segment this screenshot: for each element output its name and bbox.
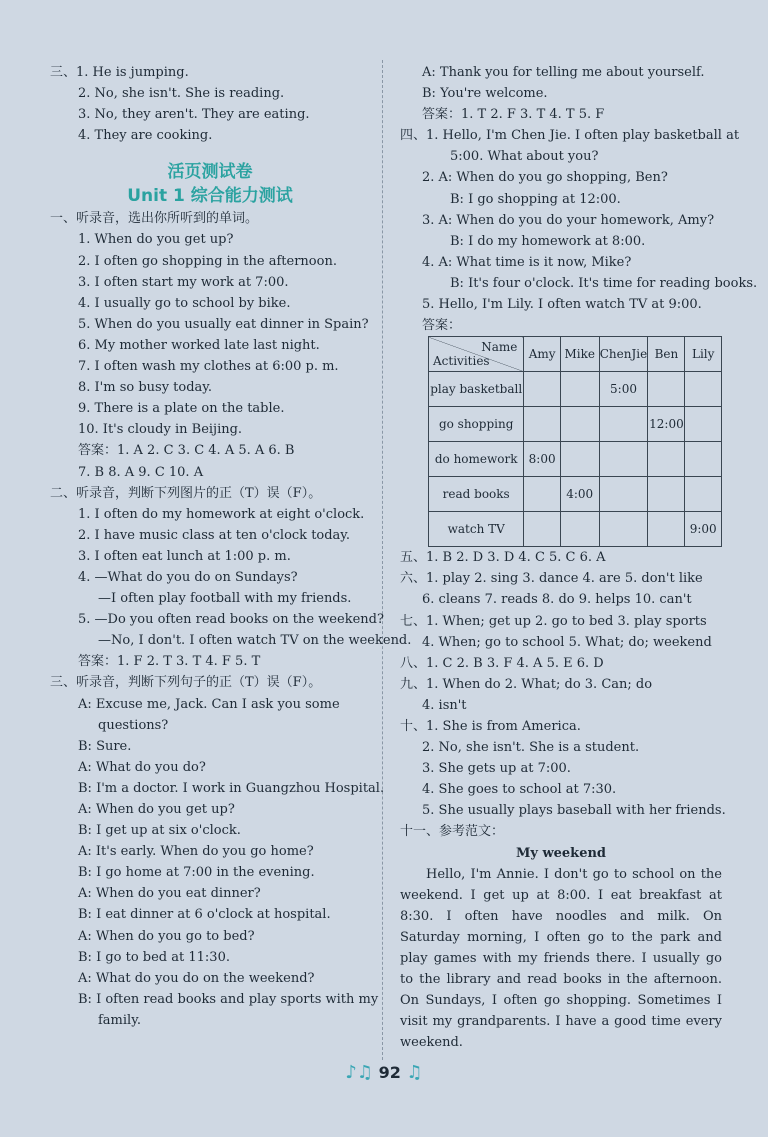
- music-note-icon: ♫: [406, 1062, 423, 1083]
- dialogue-line: B: I eat dinner at 6 o'clock at hospital.: [78, 907, 331, 923]
- answer-table: [428, 336, 722, 547]
- answer-line: 2. No, she isn't. She is a student.: [422, 740, 640, 756]
- answer-line: 4. When; go to school 5. What; do; weekend: [422, 634, 712, 650]
- table-cell: [599, 442, 648, 477]
- list-item: 3. I often start my work at 7:00.: [78, 274, 289, 290]
- section-heading: 四、1. Hello, I'm Chen Jie. I often play basketball at: [400, 128, 740, 144]
- table-row: [429, 512, 722, 547]
- answer-line: 答案：1. T 2. F 3. T 4. T 5. F: [422, 107, 605, 123]
- row-header: go shopping: [429, 407, 524, 442]
- table-cell: [560, 442, 599, 477]
- table-cell: [599, 477, 648, 512]
- list-item: 2. I have music class at ten o'clock today.: [78, 527, 351, 543]
- dialogue-line: A: When do you eat dinner?: [78, 886, 261, 902]
- table-cell: [560, 407, 599, 442]
- corner-name-label: Name: [481, 340, 518, 355]
- answer-line: 五、1. B 2. D 3. D 4. C 5. C 6. A: [400, 550, 606, 566]
- answer-line: 十、1. She is from America.: [400, 718, 581, 734]
- answer-line: 4. isn't: [422, 697, 467, 713]
- table-cell: [560, 512, 599, 547]
- list-item: 4. —What do you do on Sundays?: [78, 569, 298, 585]
- list-item: 3. I often eat lunch at 1:00 p. m.: [78, 548, 291, 564]
- table-row: [429, 372, 722, 407]
- test-title: 活页测试卷: [167, 162, 253, 183]
- table-cell: [648, 512, 685, 547]
- corner-activities-label: Activities: [433, 354, 490, 369]
- dialogue-line: B: Sure.: [78, 738, 132, 754]
- answer-label: 答案：: [422, 318, 462, 334]
- sec3a-line: 2. No, she isn't. She is reading.: [78, 86, 285, 102]
- list-item: 8. I'm so busy today.: [78, 380, 213, 396]
- list-item: 9. There is a plate on the table.: [78, 401, 285, 417]
- table-cell: [524, 407, 561, 442]
- essay-body: Hello, I'm Annie. I don't go to school on the weekend. I get up at 8:00. I eat breakfast at 8:30. I often have noodles and milk. On Saturday morning, I often go to the park and play games with my friends there. I usually go to the library and read books in the afternoon. On Sundays, I often go shopping. Sometimes I visit my grandparents. I have a good time every weekend.: [400, 866, 722, 1051]
- table-cell: [524, 512, 561, 547]
- list-item: —I often play football with my friends.: [98, 591, 352, 607]
- sec3a-line: 三、1. He is jumping.: [50, 65, 189, 80]
- dialogue-line: A: It's early. When do you go home?: [78, 844, 314, 860]
- list-item: 4. A: What time is it now, Mike?: [422, 254, 632, 270]
- answer-line: 九、1. When do 2. What; do 3. Can; do: [400, 676, 653, 692]
- essay-title: My weekend: [515, 845, 607, 861]
- dialogue-line: B: I often read books and play sports with my: [78, 991, 379, 1007]
- table-cell: 9:00: [685, 512, 722, 547]
- list-item: 5:00. What about you?: [450, 149, 599, 165]
- unit-title: Unit 1 综合能力测试: [127, 186, 293, 207]
- music-note-icon: ♪♫: [345, 1062, 374, 1083]
- dialogue-line: questions?: [98, 717, 169, 733]
- table-cell: [685, 442, 722, 477]
- dialogue-line: B: I'm a doctor. I work in Guangzhou Hospital.: [78, 780, 385, 796]
- right-column: [400, 62, 758, 1053]
- list-item: 1. When do you get up?: [78, 232, 234, 248]
- section-heading: 二、听录音，判断下列图片的正（T）误（F）。: [50, 485, 322, 501]
- answer-line: 八、1. C 2. B 3. F 4. A 5. E 6. D: [400, 655, 604, 671]
- section-heading: 十一、参考范文：: [400, 824, 505, 840]
- dialogue-line: A: Thank you for telling me about yourself.: [422, 65, 705, 80]
- table-cell: 12:00: [648, 407, 685, 442]
- list-item: —No, I don't. I often watch TV on the weekend.: [98, 633, 412, 649]
- table-row: [429, 442, 722, 477]
- list-item: 7. I often wash my clothes at 6:00 p. m.: [78, 359, 339, 375]
- list-item: 5. Hello, I'm Lily. I often watch TV at 9:00.: [422, 297, 702, 313]
- table-cell: [648, 477, 685, 512]
- dialogue-line: B: I go to bed at 11:30.: [78, 949, 230, 965]
- answer-line: 答案：1. F 2. T 3. T 4. F 5. T: [78, 654, 261, 670]
- answer-line: 七、1. When; get up 2. go to bed 3. play sports: [400, 613, 707, 629]
- answer-line: 答案：1. A 2. C 3. C 4. A 5. A 6. B: [78, 443, 295, 459]
- table-cell: [560, 372, 599, 407]
- answer-line: 6. cleans 7. reads 8. do 9. helps 10. can't: [422, 592, 692, 608]
- table-cell: [648, 442, 685, 477]
- section-heading: 一、听录音，选出你所听到的单词。: [50, 211, 259, 227]
- list-item: 6. My mother worked late last night.: [78, 337, 320, 353]
- left-column: [50, 62, 412, 1031]
- list-item: 1. I often do my homework at eight o'clock.: [78, 506, 365, 522]
- answer-line: 5. She usually plays baseball with her friends.: [422, 803, 726, 819]
- dialogue-line: A: When do you get up?: [78, 802, 235, 817]
- column-header: Ben: [648, 337, 685, 372]
- dialogue-line: B: You're welcome.: [422, 86, 548, 102]
- table-cell: [648, 372, 685, 407]
- dialogue-line: A: When do you go to bed?: [78, 928, 255, 944]
- table-corner-cell: [429, 337, 524, 372]
- row-header: read books: [429, 477, 524, 512]
- sec3a-line: 4. They are cooking.: [78, 128, 213, 144]
- column-header: ChenJie: [599, 337, 648, 372]
- list-item: 2. I often go shopping in the afternoon.: [78, 253, 337, 269]
- list-item: B: I do my homework at 8:00.: [450, 233, 646, 249]
- page-number: 92: [378, 1063, 401, 1082]
- dialogue-line: A: Excuse me, Jack. Can I ask you some: [78, 696, 340, 712]
- table-cell: 8:00: [524, 442, 561, 477]
- table-cell: [685, 372, 722, 407]
- row-header: do homework: [429, 442, 524, 477]
- answer-line: 六、1. play 2. sing 3. dance 4. are 5. don't like: [400, 571, 703, 587]
- column-header: Lily: [685, 337, 722, 372]
- column-divider: [382, 60, 383, 1060]
- table-header-row: [429, 337, 722, 372]
- page-number-footer: [0, 1062, 768, 1083]
- list-item: 5. When do you usually eat dinner in Spain?: [78, 316, 369, 332]
- table-cell: [524, 372, 561, 407]
- list-item: 5. —Do you often read books on the weekend?: [78, 612, 384, 628]
- list-item: 3. A: When do you do your homework, Amy?: [422, 212, 715, 228]
- section-heading: 三、听录音，判断下列句子的正（T）误（F）。: [50, 675, 322, 691]
- list-item: B: I go shopping at 12:00.: [450, 191, 621, 207]
- table-cell: 4:00: [560, 477, 599, 512]
- table-row: [429, 407, 722, 442]
- list-item: 2. A: When do you go shopping, Ben?: [422, 170, 668, 186]
- list-item: 10. It's cloudy in Beijing.: [78, 422, 243, 438]
- answer-line: 4. She goes to school at 7:30.: [422, 782, 617, 798]
- dialogue-line: A: What do you do?: [78, 759, 206, 775]
- column-header: Amy: [524, 337, 561, 372]
- column-header: Mike: [560, 337, 599, 372]
- answer-line: 3. She gets up at 7:00.: [422, 761, 571, 777]
- table-cell: [599, 407, 648, 442]
- answer-line: 7. B 8. A 9. C 10. A: [78, 464, 204, 480]
- table-row: [429, 477, 722, 512]
- table-cell: 5:00: [599, 372, 648, 407]
- table-cell: [685, 477, 722, 512]
- list-item: B: It's four o'clock. It's time for reading books.: [450, 275, 758, 291]
- dialogue-line: A: What do you do on the weekend?: [78, 970, 315, 986]
- table-cell: [685, 407, 722, 442]
- sec3a-line: 3. No, they aren't. They are eating.: [78, 107, 310, 123]
- dialogue-line: B: I go home at 7:00 in the evening.: [78, 865, 315, 881]
- list-item: 4. I usually go to school by bike.: [78, 295, 291, 311]
- table-cell: [524, 477, 561, 512]
- row-header: play basketball: [429, 372, 524, 407]
- table-cell: [599, 512, 648, 547]
- dialogue-line: family.: [98, 1012, 141, 1028]
- dialogue-line: B: I get up at six o'clock.: [78, 823, 241, 839]
- row-header: watch TV: [429, 512, 524, 547]
